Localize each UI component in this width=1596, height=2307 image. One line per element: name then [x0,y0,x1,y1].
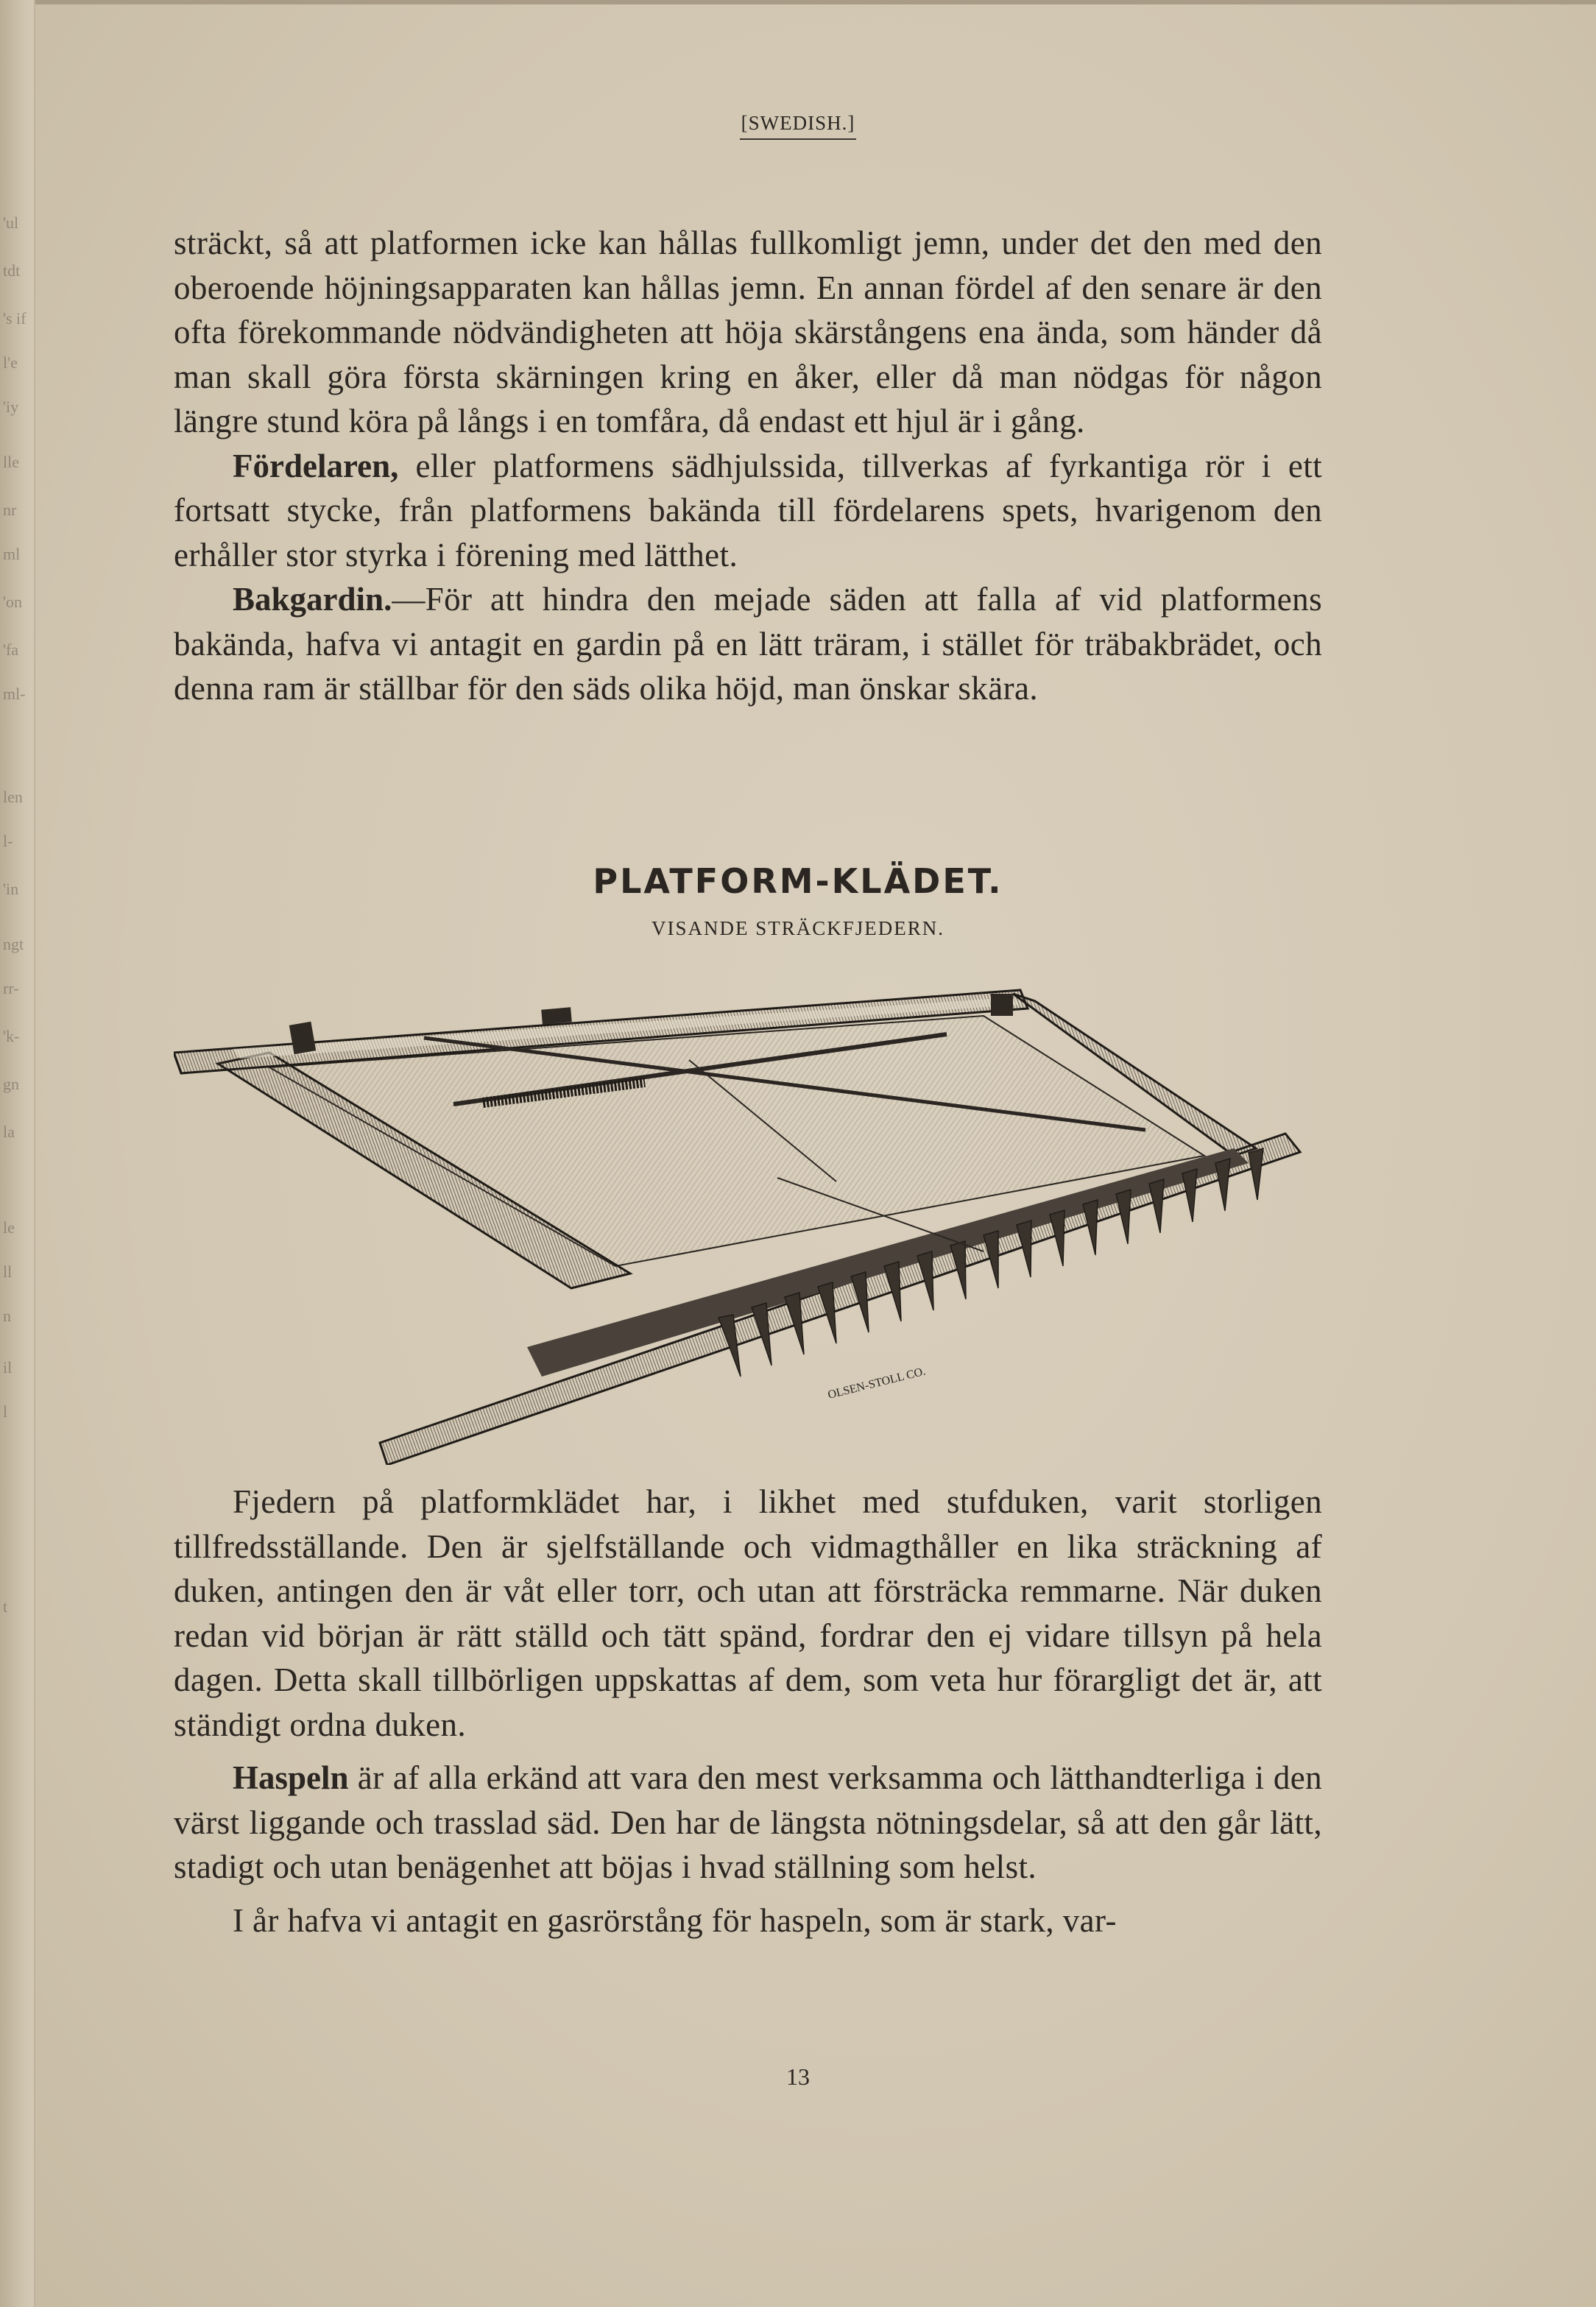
margin-bleed-text: t [3,1597,8,1616]
paragraph-text: —För att hindra den mejade säden att falla af vid platformens bakända, hafva vi antagit en gardin på en lätt träram, i stället för träbakbrädet, och denna ram är ställbar för den säds olika höjd, man önskar skära. [174,581,1322,707]
platform-canvas-illustration [174,964,1322,1465]
margin-bleed-text: 'ul [3,213,19,232]
binding-edge [0,0,35,2307]
margin-bleed-text: 'fa [3,640,19,659]
margin-bleed-text: rr- [3,979,19,997]
margin-bleed-text: 'iy [3,398,19,416]
margin-bleed-text: ml [3,545,21,563]
margin-bleed-text: 'in [3,880,19,898]
running-header [0,112,1596,135]
figure-title: PLATFORM-KLÄDET. [593,861,1003,901]
margin-bleed-text: gn [3,1075,19,1093]
margin-bleed-text: le [3,1218,15,1237]
margin-bleed-text: 'on [3,593,22,611]
engraver-mark: OLSEN-STOLL CO. [826,1365,927,1402]
page-number: 13 [786,2063,810,2090]
margin-bleed-text: ml- [3,685,26,703]
paragraph-lead: Haspeln [233,1759,349,1796]
text-block-bottom [174,1480,1322,1943]
running-header-text: [SWEDISH.] [740,112,857,140]
paragraph-lead: Bakgardin. [233,581,392,618]
paragraph-lead: Fördelaren, [233,447,399,484]
paragraph [174,221,1322,444]
margin-bleed-text: ngt [3,935,24,953]
margin-bleed-text: nr [3,501,17,519]
margin-bleed-text: len [3,788,23,806]
margin-bleed-text: la [3,1123,15,1141]
margin-bleed-text: lle [3,453,19,471]
margin-bleed-text: n [3,1307,11,1325]
margin-bleed-text: l- [3,832,13,850]
paragraph [174,1480,1322,1747]
margin-bleed-text: 'k- [3,1027,20,1045]
paragraph-text: eller platformens sädhjulssida, tillverkas af fyrkantiga rör i ett fortsatt stycke, från platformens bakända till fördelarens spets, hvarigenom den erhåller stor styrka i förening med lätthet. [174,447,1322,573]
paragraph-text: sträckt, så att platformen icke kan hållas fullkomligt jemn, under det den med den oberoende höjningsapparaten kan hållas jemn. En annan fördel af den senare är den ofta förekommande nödvändigheten att höja skärstångens ena ända, som händer då man skall göra första skärningen kring en åker, eller då man nödgas för någon längre stund köra på långs i en tomfåra, då endast ett hjul är i gång. [174,225,1322,439]
text-block-top [174,221,1322,711]
margin-bleed-text: l [3,1402,8,1421]
margin-bleed-text: il [3,1358,13,1377]
paragraph [174,1756,1322,1890]
paragraph [174,577,1322,711]
paragraph-text: Fjedern på platformklädet har, i likhet med stufduken, varit storligen tillfredsställande. Den är sjelfställande och vidmagthåller en lika sträckning af duken, antingen den är våt eller torr, och utan att försträcka remmarne. När duken redan vid början är rätt ställd och tätt spänd, fordrar den ej vidare tillsyn på hela dagen. Detta skall tillbörligen uppskattas af dem, som veta hur förargligt det är, att ständigt ordna duken. [174,1483,1322,1743]
page-top-edge [0,0,1596,4]
margin-bleed-text: ll [3,1262,13,1281]
paragraph [174,444,1322,578]
figure-subtitle: VISANDE STRÄCKFJEDERN. [651,917,945,939]
margin-bleed-text: tdt [3,261,21,280]
paragraph-text: I år hafva vi antagit en gasrörstång för haspeln, som är stark, var- [233,1901,1117,1939]
paragraph [174,1898,1322,1943]
paragraph-text: är af alla erkänd att vara den mest verksamma och lätthandterliga i den värst liggande och trasslad säd. Den har de längsta nötningsdelar, så att den går lätt, stadigt och utan benägenhet att böjas i hvad ställning som helst. [174,1759,1322,1885]
margin-bleed-text: l'e [3,353,18,372]
margin-bleed-text: 's if [3,309,27,328]
